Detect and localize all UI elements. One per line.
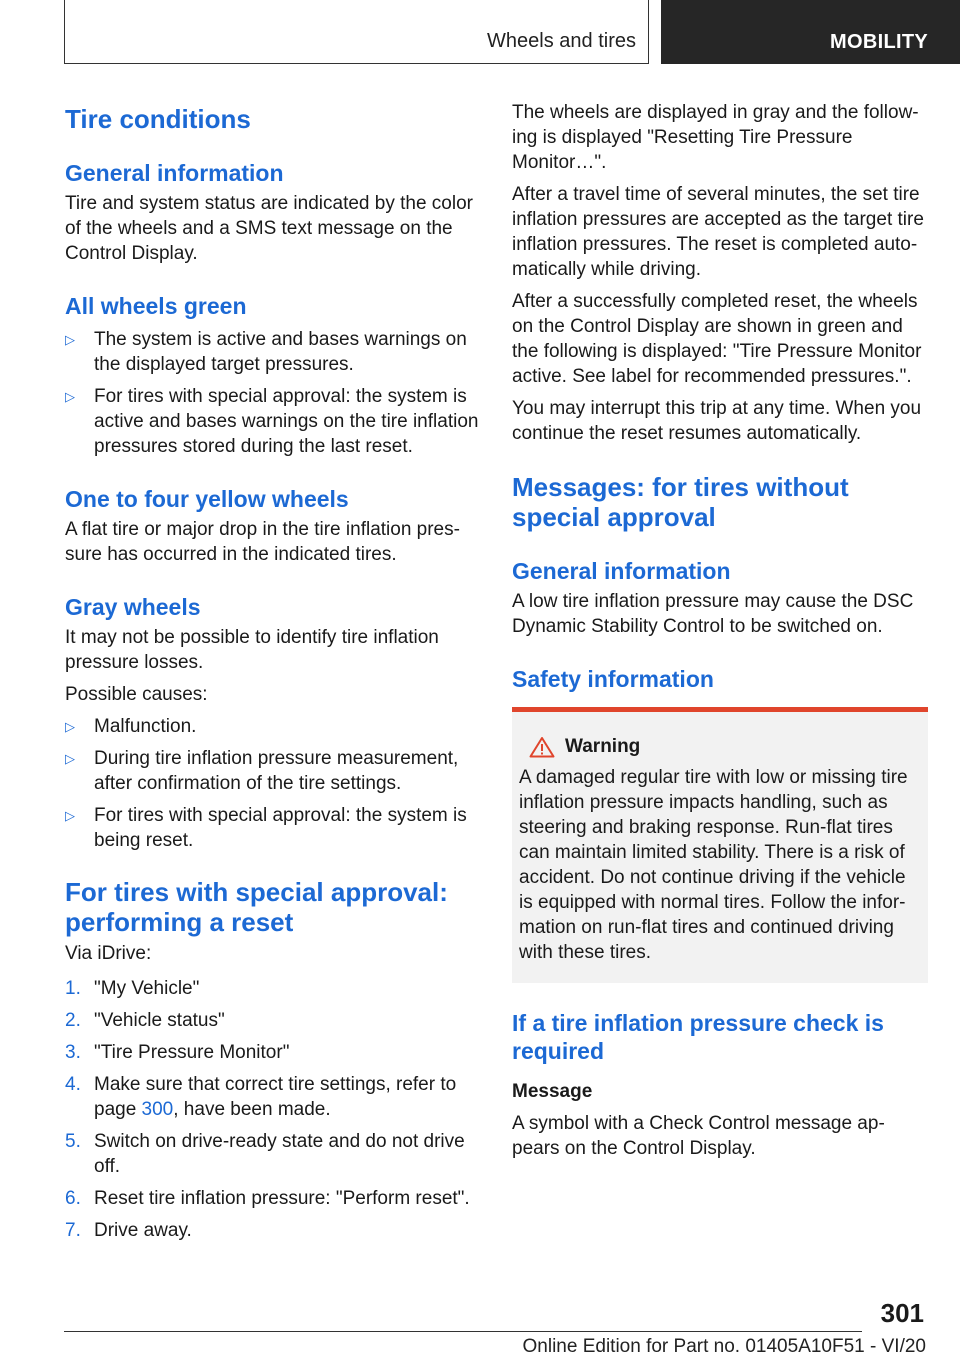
- message-text: A symbol with a Check Control message ap-pears on the Control Display.: [512, 1113, 885, 1159]
- page-reference-link[interactable]: 300: [141, 1099, 174, 1120]
- causes-bullet-list: [65, 714, 480, 853]
- heading-performing-reset: For tires with special approval: performing a reset: [65, 877, 448, 937]
- list-item: ▷ Malfunction.: [65, 714, 480, 739]
- list-item: 4. Make sure that correct tire settings, refer to page 300, have been made.: [65, 1074, 457, 1120]
- header-section-title: Wheels and tires: [487, 30, 636, 52]
- general-information-text: Tire and system status are indicated by the color of the wheels and a SMS text message on the Control Display.: [65, 193, 473, 264]
- message-subheading: Message: [512, 1081, 593, 1102]
- gray-wheels-text: It may not be possible to identify tire inflation pressure losses.: [65, 627, 439, 673]
- reset-complete-text: After a successfully completed reset, the wheels on the Control Display are shown in green and the following is displayed: "Tire Pressure Monitor active. See label for recommended pressures.".: [512, 291, 922, 387]
- header-section-box: [64, 0, 649, 64]
- heading-messages: Messages: for tires without special approval: [512, 472, 849, 532]
- warning-box: [512, 707, 928, 983]
- footer-edition: Online Edition for Part no. 01405A10F51 - VI/20: [522, 1336, 926, 1357]
- warning-header: [519, 734, 920, 759]
- page-number: 301: [880, 1298, 924, 1328]
- reset-display-text: The wheels are displayed in gray and the follow-ing is displayed "Resetting Tire Pressure Monitor…".: [512, 102, 919, 173]
- heading-all-wheels-green: All wheels green: [65, 293, 247, 319]
- heading-pressure-check-required: If a tire inflation pressure check is required: [512, 1010, 884, 1064]
- list-item: 3. "Tire Pressure Monitor": [65, 1042, 290, 1063]
- list-item: 5. Switch on drive-ready state and do not drive off.: [65, 1131, 465, 1177]
- list-item: ▷ During tire inflation pressure measurement, after confirmation of the tire settings.: [65, 746, 480, 796]
- heading-yellow-wheels: One to four yellow wheels: [65, 486, 349, 512]
- heading-general-information: General information: [65, 160, 284, 186]
- list-item: 2. "Vehicle status": [65, 1010, 225, 1031]
- right-column: [512, 100, 928, 1161]
- list-item: ▷ For tires with special approval: the system is being reset.: [65, 803, 480, 853]
- list-item: 1. "My Vehicle": [65, 978, 200, 999]
- heading-gray-wheels: Gray wheels: [65, 594, 201, 620]
- reset-steps-list: [65, 976, 480, 1243]
- list-item: 6. Reset tire inflation pressure: "Perform reset".: [65, 1188, 470, 1209]
- heading-general-information-2: General information: [512, 558, 731, 584]
- reset-interrupt-text: You may interrupt this trip at any time. When you continue the reset resumes automatically.: [512, 398, 922, 444]
- via-idrive-label: Via iDrive:: [65, 943, 152, 964]
- dsc-info-text: A low tire inflation pressure may cause the DSC Dynamic Stability Control to be switched on.: [512, 591, 914, 637]
- list-item: ▷ The system is active and bases warnings on the displayed target pressures.: [65, 327, 480, 377]
- page-title: Tire conditions: [65, 104, 251, 134]
- footer-divider: [64, 1331, 862, 1332]
- left-column: [65, 100, 480, 1243]
- warning-text: A damaged regular tire with low or missing tire inflation pressure impacts handling, such as steering and braking response. Run-flat tires can maintain limited stability. There is a risk of accident. Do not continue driving if the vehicle is equipped with normal tires. Follow the infor-mation on run-flat tires and continued driving with these tires.: [519, 767, 908, 963]
- reset-travel-text: After a travel time of several minutes, the set tire inflation pressures are accepted as the target tire inflation pressures. The reset is completed auto-matically while driving.: [512, 184, 924, 280]
- header-chapter-title: MOBILITY: [830, 31, 928, 53]
- green-bullet-list: [65, 327, 480, 459]
- warning-triangle-icon: [529, 736, 555, 758]
- heading-safety-information: Safety information: [512, 666, 714, 692]
- header-chapter-box: [661, 0, 960, 64]
- possible-causes-label: Possible causes:: [65, 684, 208, 705]
- warning-title: Warning: [565, 736, 641, 757]
- yellow-wheels-text: A flat tire or major drop in the tire inflation pres-sure has occurred in the indicated tires.: [65, 519, 460, 565]
- list-item: ▷ For tires with special approval: the system is active and bases warnings on the tire inflation pressures stored during the last reset.: [65, 384, 480, 459]
- list-item: 7. Drive away.: [65, 1220, 192, 1241]
